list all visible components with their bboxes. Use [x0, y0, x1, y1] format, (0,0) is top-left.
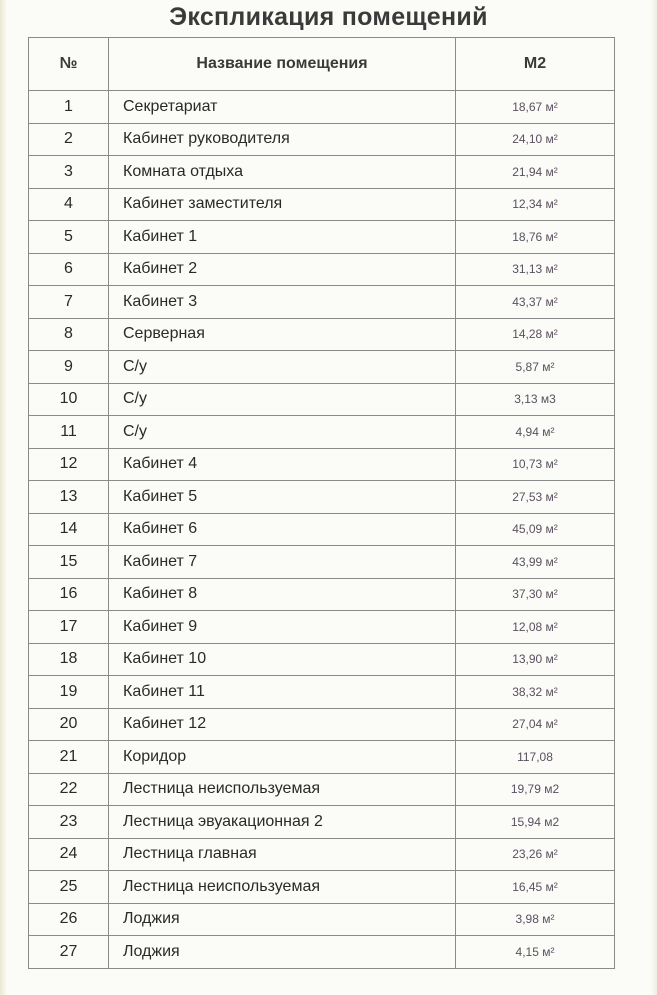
room-area: 45,09 м² — [456, 513, 615, 546]
table-row — [29, 611, 615, 644]
room-name: Кабинет руководителя — [109, 123, 456, 156]
table-body — [29, 91, 615, 969]
header-area: М2 — [456, 38, 615, 91]
row-number: 9 — [29, 351, 109, 384]
table-row — [29, 936, 615, 969]
scan-right-edge — [651, 0, 657, 995]
table-row — [29, 513, 615, 546]
room-area: 12,34 м² — [456, 188, 615, 221]
room-area: 27,53 м² — [456, 481, 615, 514]
room-area: 37,30 м² — [456, 578, 615, 611]
table-row — [29, 221, 615, 254]
room-name: Кабинет 7 — [109, 546, 456, 579]
row-number: 17 — [29, 611, 109, 644]
room-area: 3,13 м3 — [456, 383, 615, 416]
row-number: 14 — [29, 513, 109, 546]
room-name: Лестница главная — [109, 838, 456, 871]
table-row — [29, 708, 615, 741]
row-number: 7 — [29, 286, 109, 319]
row-number: 5 — [29, 221, 109, 254]
table-row — [29, 676, 615, 709]
room-area: 43,37 м² — [456, 286, 615, 319]
room-name: Серверная — [109, 318, 456, 351]
table-row — [29, 806, 615, 839]
room-name: Лестница эвуакационная 2 — [109, 806, 456, 839]
table-row — [29, 286, 615, 319]
room-name: Лоджия — [109, 936, 456, 969]
room-area: 4,15 м² — [456, 936, 615, 969]
row-number: 26 — [29, 903, 109, 936]
table-row — [29, 481, 615, 514]
table-row — [29, 903, 615, 936]
rooms-table — [28, 37, 615, 969]
room-area: 117,08 — [456, 741, 615, 774]
table-row — [29, 318, 615, 351]
room-name: Лестница неиспользуемая — [109, 773, 456, 806]
room-area: 14,28 м² — [456, 318, 615, 351]
row-number: 19 — [29, 676, 109, 709]
room-area: 23,26 м² — [456, 838, 615, 871]
row-number: 23 — [29, 806, 109, 839]
room-name: Лестница неиспользуемая — [109, 871, 456, 904]
table-row — [29, 156, 615, 189]
scan-left-edge — [0, 0, 7, 995]
table-row — [29, 188, 615, 221]
table-row — [29, 253, 615, 286]
room-area: 31,13 м² — [456, 253, 615, 286]
row-number: 10 — [29, 383, 109, 416]
room-area: 38,32 м² — [456, 676, 615, 709]
room-name: Комната отдыха — [109, 156, 456, 189]
room-name: Кабинет 11 — [109, 676, 456, 709]
table-row — [29, 643, 615, 676]
table-row — [29, 123, 615, 156]
row-number: 16 — [29, 578, 109, 611]
row-number: 15 — [29, 546, 109, 579]
table-row — [29, 773, 615, 806]
room-area: 16,45 м² — [456, 871, 615, 904]
room-area: 5,87 м² — [456, 351, 615, 384]
table-row — [29, 448, 615, 481]
row-number: 1 — [29, 91, 109, 124]
room-area: 10,73 м² — [456, 448, 615, 481]
table-row — [29, 383, 615, 416]
row-number: 13 — [29, 481, 109, 514]
room-name: Лоджия — [109, 903, 456, 936]
room-area: 24,10 м² — [456, 123, 615, 156]
room-area: 13,90 м² — [456, 643, 615, 676]
table-row — [29, 546, 615, 579]
header-name: Название помещения — [109, 38, 456, 91]
room-name: Кабинет 4 — [109, 448, 456, 481]
row-number: 24 — [29, 838, 109, 871]
room-area: 27,04 м² — [456, 708, 615, 741]
table-row — [29, 838, 615, 871]
room-name: Кабинет 5 — [109, 481, 456, 514]
row-number: 2 — [29, 123, 109, 156]
room-area: 12,08 м² — [456, 611, 615, 644]
row-number: 22 — [29, 773, 109, 806]
room-name: Кабинет 8 — [109, 578, 456, 611]
row-number: 6 — [29, 253, 109, 286]
room-name: С/у — [109, 416, 456, 449]
room-area: 3,98 м² — [456, 903, 615, 936]
room-area: 4,94 м² — [456, 416, 615, 449]
table-row — [29, 416, 615, 449]
room-area: 21,94 м² — [456, 156, 615, 189]
room-area: 18,67 м² — [456, 91, 615, 124]
row-number: 12 — [29, 448, 109, 481]
table-row — [29, 871, 615, 904]
room-name: Кабинет 1 — [109, 221, 456, 254]
room-name: Кабинет 3 — [109, 286, 456, 319]
row-number: 4 — [29, 188, 109, 221]
room-name: Кабинет 6 — [109, 513, 456, 546]
row-number: 20 — [29, 708, 109, 741]
header-number: № — [29, 38, 109, 91]
row-number: 25 — [29, 871, 109, 904]
document-title: Экспликация помещений — [169, 3, 488, 31]
room-area: 19,79 м2 — [456, 773, 615, 806]
room-name: Кабинет 9 — [109, 611, 456, 644]
table-header-row — [29, 38, 615, 91]
room-name: Кабинет 12 — [109, 708, 456, 741]
table-row — [29, 578, 615, 611]
row-number: 27 — [29, 936, 109, 969]
table-row — [29, 351, 615, 384]
room-area: 15,94 м2 — [456, 806, 615, 839]
room-area: 18,76 м² — [456, 221, 615, 254]
room-name: С/у — [109, 383, 456, 416]
row-number: 11 — [29, 416, 109, 449]
table-row — [29, 91, 615, 124]
room-area: 43,99 м² — [456, 546, 615, 579]
room-name: С/у — [109, 351, 456, 384]
row-number: 18 — [29, 643, 109, 676]
room-name: Секретариат — [109, 91, 456, 124]
room-name: Кабинет 2 — [109, 253, 456, 286]
room-name: Кабинет 10 — [109, 643, 456, 676]
row-number: 8 — [29, 318, 109, 351]
row-number: 21 — [29, 741, 109, 774]
table-row — [29, 741, 615, 774]
row-number: 3 — [29, 156, 109, 189]
room-name: Кабинет заместителя — [109, 188, 456, 221]
room-name: Коридор — [109, 741, 456, 774]
